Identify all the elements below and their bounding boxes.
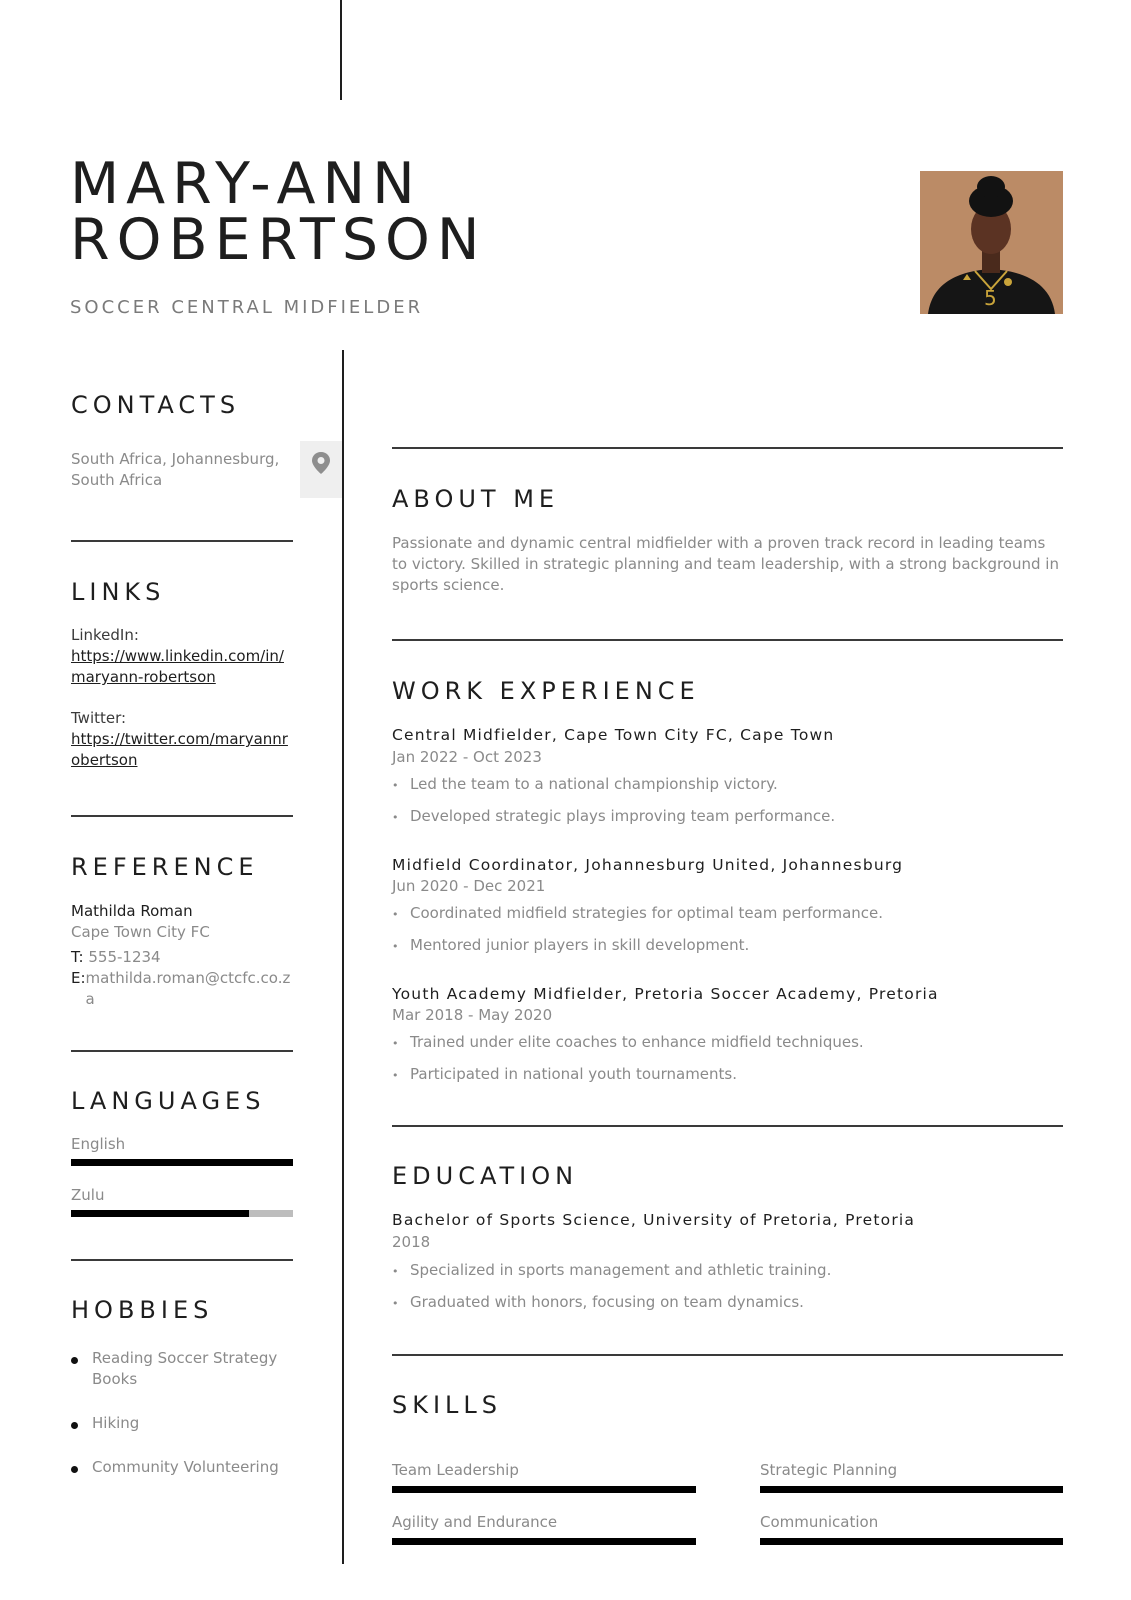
reference-email: mathilda.roman@ctcfc.co.za — [85, 969, 291, 1008]
top-divider-line — [340, 0, 342, 100]
reference-divider — [71, 1050, 293, 1052]
candidate-name — [70, 151, 487, 273]
language-level-bar-zulu — [71, 1210, 293, 1217]
languages-divider — [71, 1259, 293, 1261]
link-label: LinkedIn: — [71, 626, 139, 644]
job-bullet: • Led the team to a national championship victory. — [392, 775, 778, 793]
job-dates: Jan 2022 - Oct 2023 — [392, 748, 542, 766]
links-list — [71, 625, 293, 771]
reference-company: Cape Town City FC — [71, 923, 210, 941]
job-bullet: • Developed strategic plays improving team performance. — [392, 807, 836, 825]
links-title: LINKS — [71, 578, 166, 606]
about-text: Passionate and dynamic central midfielder with a proven track record in leading teams to victory. Skilled in strategic planning and team leadership, with a strong background in sports science. — [392, 534, 1059, 594]
location-pin-icon — [300, 441, 342, 498]
job-dates: Jun 2020 - Dec 2021 — [392, 877, 546, 895]
twitter-link[interactable]: https://twitter.com/maryannrobertson — [71, 730, 288, 769]
language-level-bar-english — [71, 1159, 293, 1166]
reference-name: Mathilda Roman — [71, 902, 193, 920]
skill-bar — [760, 1538, 1063, 1545]
name-line-2: ROBERTSON — [70, 207, 487, 273]
hobby-bullet — [71, 1357, 78, 1364]
language-level-fill — [71, 1210, 249, 1217]
location-pin-box — [300, 441, 342, 498]
contacts-divider — [71, 540, 293, 542]
job-title-subtitle: SOCCER CENTRAL MIDFIELDER — [70, 297, 424, 318]
hobby-item: Community Volunteering — [92, 1458, 279, 1476]
skills-divider — [392, 1354, 1063, 1356]
job-bullet: • Coordinated midfield strategies for optimal team performance. — [392, 904, 884, 922]
job-title: Central Midfielder, Cape Town City FC, Cape Town — [392, 726, 835, 744]
name-line-1: MARY-ANN — [70, 151, 422, 217]
hobbies-title: HOBBIES — [71, 1296, 214, 1324]
hobby-bullet — [71, 1466, 78, 1473]
education-title: EDUCATION — [392, 1162, 579, 1190]
contacts-title: CONTACTS — [71, 391, 241, 419]
link-label: Twitter: — [71, 709, 127, 727]
degree-title: Bachelor of Sports Science, University of Pretoria, Pretoria — [392, 1211, 916, 1229]
column-divider-line — [342, 350, 344, 1564]
profile-photo-illustration — [920, 171, 1063, 314]
reference-email-row — [71, 968, 293, 1010]
reference-title: REFERENCE — [71, 853, 259, 881]
link-item-twitter — [71, 708, 293, 771]
svg-text:5: 5 — [984, 286, 997, 310]
education-bullet: • Specialized in sports management and athletic training. — [392, 1261, 832, 1279]
about-title: ABOUT ME — [392, 485, 560, 513]
language-name: English — [71, 1135, 126, 1153]
skill-bar — [392, 1538, 696, 1545]
job-title: Midfield Coordinator, Johannesburg United, Johannesburg — [392, 856, 904, 874]
job-bullet: • Mentored junior players in skill development. — [392, 936, 750, 954]
job-bullet: • Participated in national youth tournaments. — [392, 1065, 738, 1083]
skill-name: Agility and Endurance — [392, 1513, 558, 1531]
skill-name: Team Leadership — [392, 1461, 519, 1479]
skill-bar — [392, 1486, 696, 1493]
reference-phone-row — [71, 947, 293, 968]
hobby-item: Reading Soccer Strategy Books — [92, 1349, 278, 1388]
job-bullet: • Trained under elite coaches to enhance midfield techniques. — [392, 1033, 864, 1051]
address-line-1: South Africa, Johannesburg, — [71, 450, 280, 468]
contact-address — [71, 449, 291, 491]
job-dates: Mar 2018 - May 2020 — [392, 1006, 553, 1024]
work-title: WORK EXPERIENCE — [392, 677, 700, 705]
hobby-item: Hiking — [92, 1414, 140, 1432]
link-item-linkedin — [71, 625, 293, 688]
links-divider — [71, 815, 293, 817]
reference-block — [71, 901, 293, 1010]
hobby-bullet — [71, 1422, 78, 1429]
phone-label: T: — [71, 948, 84, 966]
skills-title: SKILLS — [392, 1391, 503, 1419]
job-title: Youth Academy Midfielder, Pretoria Soccer Academy, Pretoria — [392, 985, 939, 1003]
email-label: E: — [71, 969, 86, 987]
languages-title: LANGUAGES — [71, 1087, 266, 1115]
education-bullet: • Graduated with honors, focusing on team dynamics. — [392, 1293, 804, 1311]
skill-name: Communication — [760, 1513, 879, 1531]
skill-name: Strategic Planning — [760, 1461, 898, 1479]
reference-phone: 555-1234 — [88, 948, 161, 966]
work-divider — [392, 639, 1063, 641]
about-divider — [392, 447, 1063, 449]
language-level-fill — [71, 1159, 293, 1166]
skill-bar — [760, 1486, 1063, 1493]
language-name: Zulu — [71, 1186, 105, 1204]
profile-photo — [920, 171, 1063, 314]
degree-year: 2018 — [392, 1233, 431, 1251]
education-divider — [392, 1125, 1063, 1127]
address-line-2: South Africa — [71, 471, 163, 489]
linkedin-link[interactable]: https://www.linkedin.com/in/maryann-robertson — [71, 647, 284, 686]
